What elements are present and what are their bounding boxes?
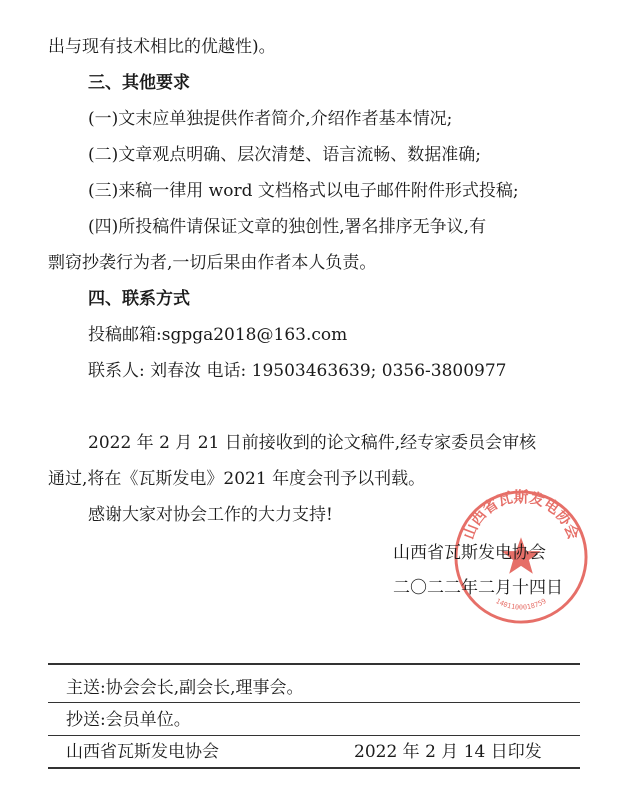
section-heading-contact: 四、联系方式 xyxy=(88,289,190,309)
submission-email: 投稿邮箱:sgpga2018@163.com xyxy=(88,325,348,345)
footer-send-to: 主送:协会会长,副会长,理事会。 xyxy=(66,678,304,698)
requirement-3: (三)来稿一律用 word 文档格式以电子邮件附件形式投稿; xyxy=(88,181,519,201)
deadline-paragraph-line-1: 2022 年 2 月 21 日前接收到的论文稿件,经专家委员会审核 xyxy=(88,433,537,453)
footer-rule-top xyxy=(48,663,580,665)
seal-serial: 1401100018759 xyxy=(494,597,548,612)
footer-issuer: 山西省瓦斯发电协会 xyxy=(66,742,219,762)
footer-rule-bottom xyxy=(48,767,580,769)
requirement-1: (一)文末应单独提供作者简介,介绍作者基本情况; xyxy=(88,109,453,129)
requirement-2: (二)文章观点明确、层次清楚、语言流畅、数据准确; xyxy=(88,145,481,165)
thanks-line: 感谢大家对协会工作的大力支持! xyxy=(88,505,333,525)
deadline-paragraph-line-2: 通过,将在《瓦斯发电》2021 年度会刊予以刊载。 xyxy=(48,469,426,489)
signature-date: 二〇二二年二月十四日 xyxy=(393,578,563,598)
requirement-4-line-1: (四)所投稿件请保证文章的独创性,署名排序无争议,有 xyxy=(88,217,487,237)
footer-cc: 抄送:会员单位。 xyxy=(66,710,191,730)
requirement-4-line-2: 剽窃抄袭行为者,一切后果由作者本人负责。 xyxy=(48,253,377,273)
footer-issue-date: 2022 年 2 月 14 日印发 xyxy=(354,742,542,762)
section-heading-other-requirements: 三、其他要求 xyxy=(88,73,190,93)
continued-text: 出与现有技术相比的优越性)。 xyxy=(48,37,276,57)
contact-person-phone: 联系人: 刘春汝 电话: 19503463639; 0356-3800977 xyxy=(88,361,507,381)
seal-text: 山西省瓦斯发电协会 xyxy=(460,488,582,542)
footer-rule-mid xyxy=(48,702,580,703)
footer-rule-lower xyxy=(48,735,580,736)
signature-organization: 山西省瓦斯发电协会 xyxy=(393,543,546,563)
